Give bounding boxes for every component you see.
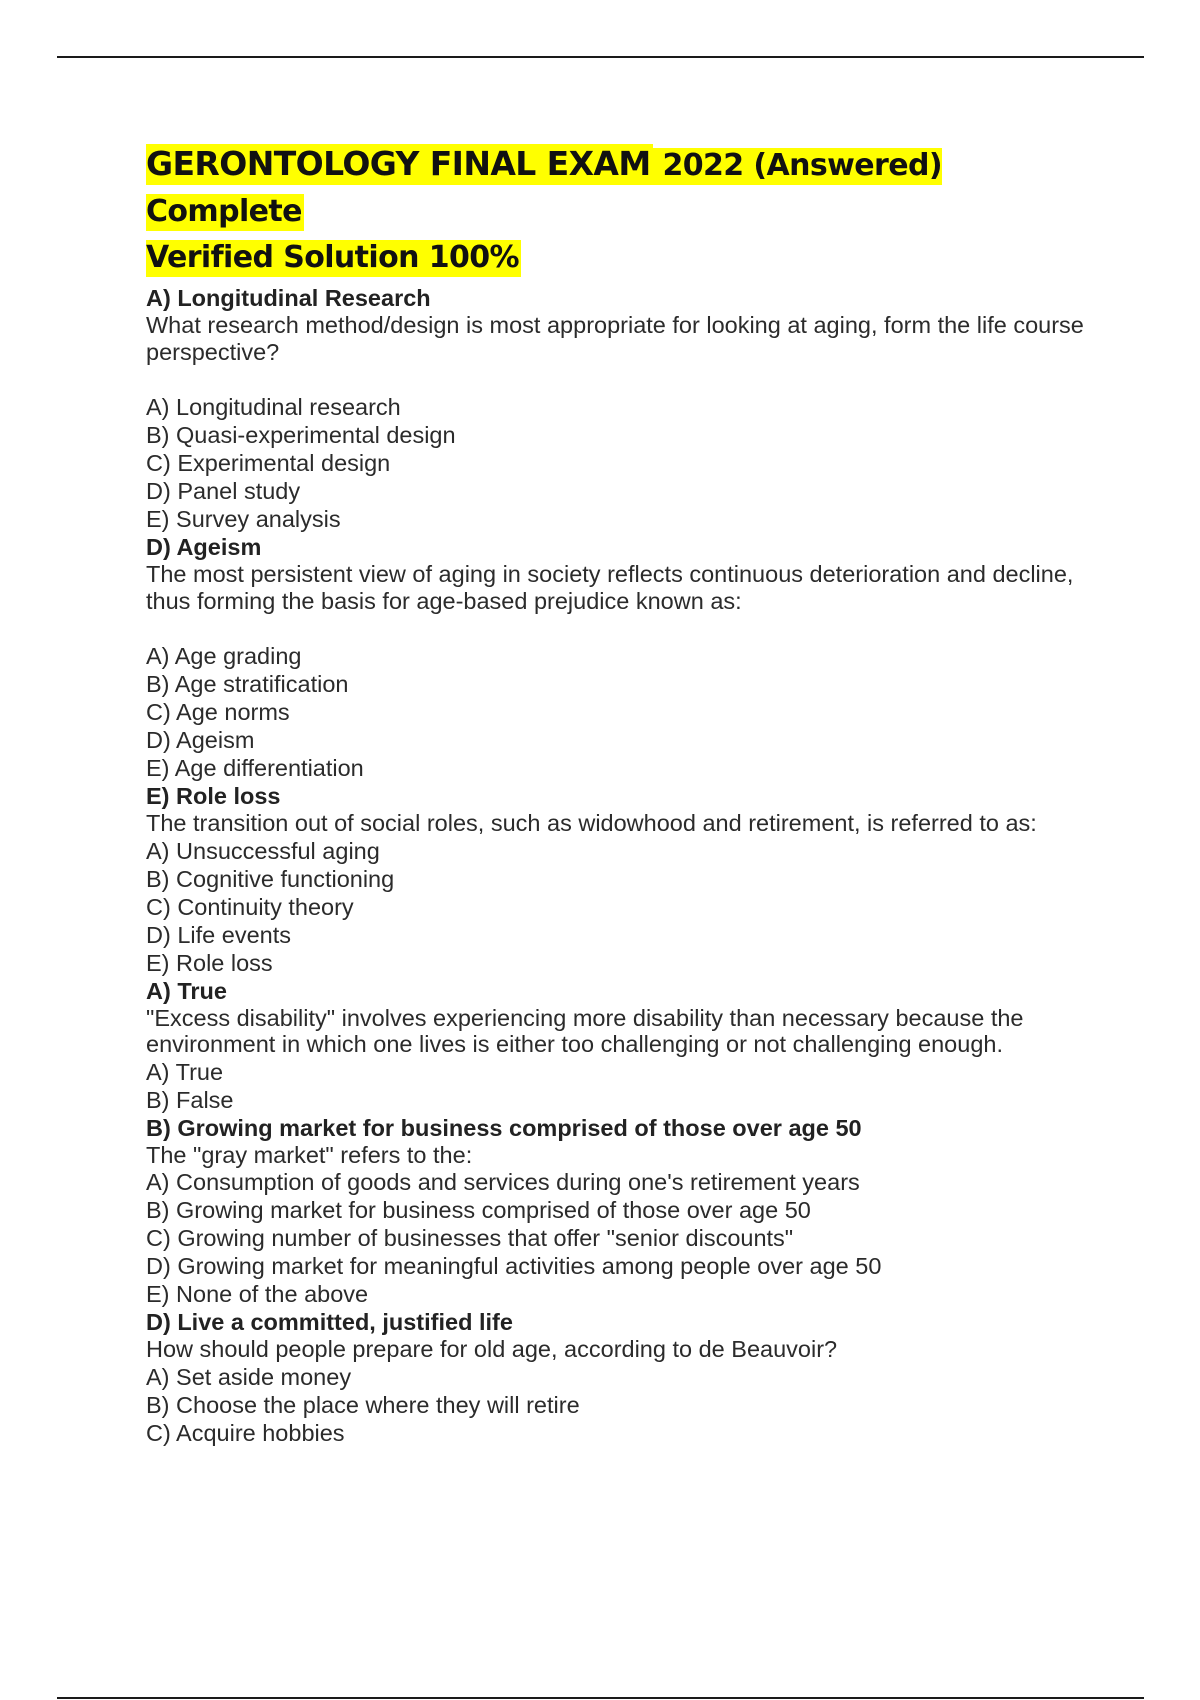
option-item: B) Growing market for business comprised of those over age 50 bbox=[146, 1197, 811, 1223]
header-rule bbox=[57, 56, 1144, 58]
answer-label: A) True bbox=[146, 977, 227, 1004]
option-list bbox=[146, 393, 1106, 533]
question-text: How should people prepare for old age, according to de Beauvoir? bbox=[146, 1336, 838, 1362]
question-block-2 bbox=[146, 533, 1106, 782]
option-list bbox=[146, 1168, 1106, 1308]
option-list bbox=[146, 1058, 1106, 1114]
blank-line bbox=[146, 365, 1106, 393]
option-item: C) Growing number of businesses that offer "senior discounts" bbox=[146, 1225, 794, 1251]
option-item: C) Continuity theory bbox=[146, 893, 354, 920]
question-text: The most persistent view of aging in society reflects continuous deterioration and decline, thus forming the basis for age-based prejudice known as: bbox=[146, 561, 1074, 614]
question-block-6 bbox=[146, 1308, 1106, 1447]
option-item: E) Role loss bbox=[146, 949, 273, 976]
question-text: The transition out of social roles, such as widowhood and retirement, is referred to as: bbox=[146, 810, 1037, 836]
answer-label: A) Longitudinal Research bbox=[146, 285, 431, 311]
option-item: D) Growing market for meaningful activities among people over age 50 bbox=[146, 1253, 882, 1279]
document-title bbox=[146, 142, 1106, 280]
option-item: C) Acquire hobbies bbox=[146, 1419, 345, 1446]
option-item: B) Quasi-experimental design bbox=[146, 422, 456, 448]
question-block-3 bbox=[146, 782, 1106, 977]
answer-label: D) Ageism bbox=[146, 534, 262, 560]
option-list bbox=[146, 1363, 1106, 1447]
option-item: B) Choose the place where they will retire bbox=[146, 1391, 580, 1418]
title-part-2: 2022 (Answered) Complete bbox=[146, 148, 942, 229]
question-text: The "gray market" refers to the: bbox=[146, 1141, 473, 1168]
option-item: D) Ageism bbox=[146, 727, 255, 753]
option-item: A) Longitudinal research bbox=[146, 394, 401, 420]
option-item: A) Unsuccessful aging bbox=[146, 837, 380, 864]
option-item: C) Age norms bbox=[146, 699, 290, 725]
question-text: "Excess disability" involves experiencing more disability than necessary because the environment in which one lives is either too challenging or not challenging enough. bbox=[146, 1004, 1024, 1057]
option-item: E) Survey analysis bbox=[146, 506, 341, 532]
option-item: E) None of the above bbox=[146, 1281, 369, 1307]
title-part-3: Verified Solution 100% bbox=[146, 240, 519, 275]
option-item: A) Set aside money bbox=[146, 1363, 352, 1390]
option-item: D) Panel study bbox=[146, 478, 301, 504]
footer-rule bbox=[57, 1697, 1144, 1699]
answer-label: D) Live a committed, justified life bbox=[146, 1309, 513, 1335]
question-block-1 bbox=[146, 284, 1106, 533]
option-item: A) Consumption of goods and services during one's retirement years bbox=[146, 1169, 860, 1195]
question-text: What research method/design is most appropriate for looking at aging, form the life course perspective? bbox=[146, 312, 1084, 365]
option-item: B) Cognitive functioning bbox=[146, 865, 395, 892]
option-item: D) Life events bbox=[146, 921, 291, 948]
option-item: A) Age grading bbox=[146, 643, 302, 669]
option-item: E) Age differentiation bbox=[146, 755, 364, 781]
title-part-1: GERONTOLOGY FINAL EXAM bbox=[146, 144, 651, 183]
question-block-4 bbox=[146, 977, 1106, 1114]
blank-line bbox=[146, 614, 1106, 642]
answer-label: B) Growing market for business comprised of those over age 50 bbox=[146, 1114, 862, 1141]
answer-label: E) Role loss bbox=[146, 783, 281, 809]
option-item: A) True bbox=[146, 1058, 224, 1085]
option-list bbox=[146, 642, 1106, 782]
document-body bbox=[146, 142, 1106, 1447]
question-block-5 bbox=[146, 1114, 1106, 1309]
option-item: B) False bbox=[146, 1086, 234, 1113]
option-item: C) Experimental design bbox=[146, 450, 391, 476]
option-item: B) Age stratification bbox=[146, 671, 349, 697]
option-list bbox=[146, 837, 1106, 977]
